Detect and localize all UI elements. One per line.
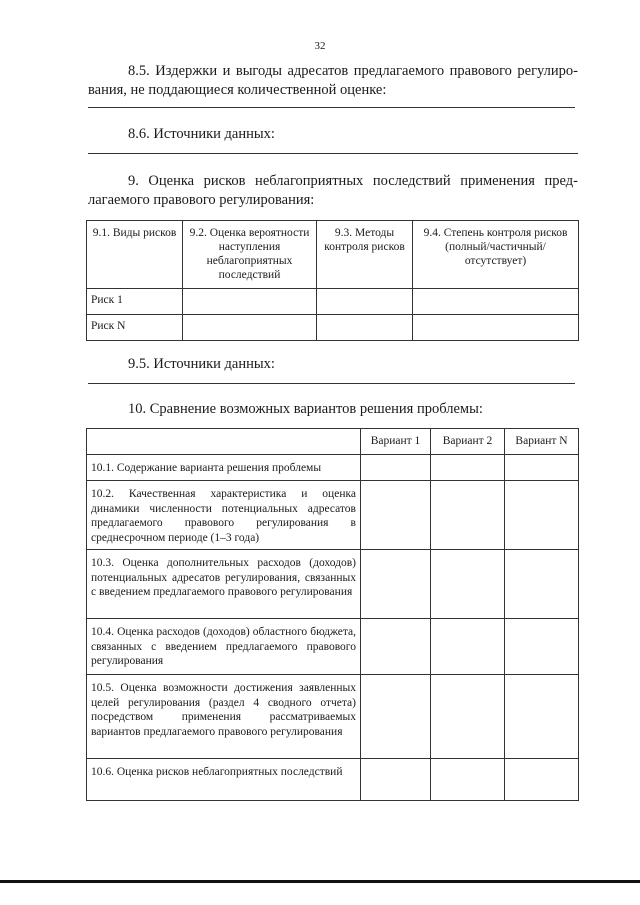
table-cell	[361, 759, 431, 801]
section-8-5-line-2: вания, не поддающиеся количественной оценке:	[88, 82, 387, 98]
page-number: 32	[314, 40, 326, 52]
option-row-label: 10.5. Оценка возможности достижения заявленных целей регулирования (раздел 4 сводного отчета) посредством применения рассматриваемых вариантов предлагаемого правового регулирования	[87, 675, 361, 759]
table-cell	[317, 315, 413, 341]
table-cell	[361, 619, 431, 675]
table-cell	[505, 759, 579, 801]
header-option-1: Вариант 1	[361, 429, 431, 455]
risk-row-label: Риск 1	[87, 289, 183, 315]
table-cell	[413, 289, 579, 315]
table-row	[87, 675, 579, 759]
header-probability: 9.2. Оценка вероятности наступления неблагоприятных последствий	[183, 221, 317, 289]
header-risk-type: 9.1. Виды рисков	[87, 221, 183, 289]
header-option-2: Вариант 2	[431, 429, 505, 455]
table-row	[87, 289, 579, 315]
section-9-5-heading: 9.5. Источники данных:	[128, 356, 275, 372]
table-cell	[183, 315, 317, 341]
table-cell	[317, 289, 413, 315]
table-cell	[505, 455, 579, 481]
section-10-heading: 10. Сравнение возможных вариантов решения проблемы:	[128, 401, 483, 417]
risk-table-header-row	[87, 221, 579, 289]
table-cell	[183, 289, 317, 315]
table-row	[87, 619, 579, 675]
table-cell	[431, 675, 505, 759]
fill-in-line-9-5	[88, 383, 575, 384]
section-9-line-2: лагаемого правового регулирования:	[88, 192, 315, 208]
option-row-label: 10.6. Оценка рисков неблагоприятных последствий	[87, 759, 361, 801]
table-cell	[431, 455, 505, 481]
risk-table	[86, 220, 579, 341]
header-control-methods: 9.3. Методы контроля рисков	[317, 221, 413, 289]
table-cell	[505, 675, 579, 759]
table-cell	[413, 315, 579, 341]
table-cell	[361, 481, 431, 550]
option-row-label: 10.2. Качественная характеристика и оценка динамики численности потенциальных адресатов предлагаемого правового регулирования в среднесрочном периоде (1–3 года)	[87, 481, 361, 550]
table-cell	[431, 759, 505, 801]
fill-in-line-8-6	[88, 153, 578, 154]
table-cell	[431, 550, 505, 619]
table-cell	[505, 550, 579, 619]
table-cell	[505, 619, 579, 675]
header-control-degree: 9.4. Степень контроля рисков (полный/частичный/ отсутствует)	[413, 221, 579, 289]
table-row	[87, 481, 579, 550]
header-option-n: Вариант N	[505, 429, 579, 455]
fill-in-line-8-5	[88, 107, 575, 108]
table-row	[87, 315, 579, 341]
section-8-5-line-1: 8.5. Издержки и выгоды адресатов предлагаемого правового регулиро-	[128, 63, 578, 79]
risk-row-label: Риск N	[87, 315, 183, 341]
table-cell	[505, 481, 579, 550]
table-row	[87, 550, 579, 619]
section-9-line-1: 9. Оценка рисков неблагоприятных последствий применения пред-	[128, 173, 578, 189]
table-cell	[431, 481, 505, 550]
section-8-6-heading: 8.6. Источники данных:	[128, 126, 275, 142]
option-row-label: 10.4. Оценка расходов (доходов) областного бюджета, связанных с введением предлагаемого правового регулирования	[87, 619, 361, 675]
table-cell	[431, 619, 505, 675]
options-table	[86, 428, 579, 801]
header-empty	[87, 429, 361, 455]
option-row-label: 10.3. Оценка дополнительных расходов (доходов) потенциальных адресатов регулирования, связанных с введением предлагаемого правового регулирования	[87, 550, 361, 619]
table-cell	[361, 455, 431, 481]
options-table-header-row	[87, 429, 579, 455]
table-cell	[361, 550, 431, 619]
option-row-label: 10.1. Содержание варианта решения проблемы	[87, 455, 361, 481]
table-row	[87, 455, 579, 481]
table-row	[87, 759, 579, 801]
table-cell	[361, 675, 431, 759]
bottom-scan-edge	[0, 880, 640, 883]
